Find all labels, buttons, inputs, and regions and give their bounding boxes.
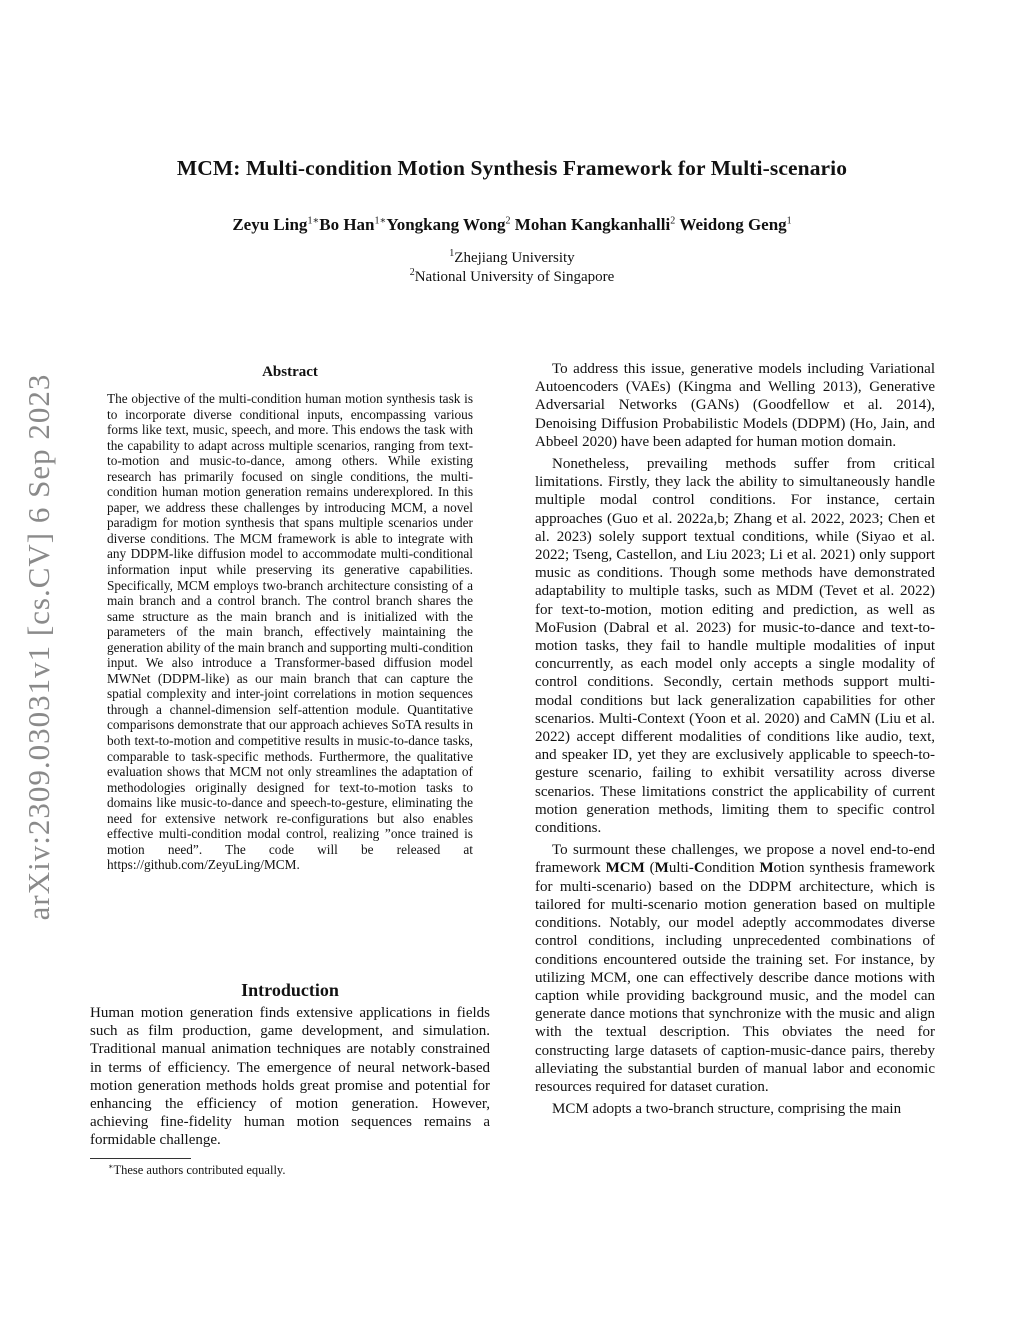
footnote-text: These authors contributed equally. <box>113 1163 286 1178</box>
arxiv-stamp <box>14 365 64 930</box>
author-list <box>0 215 1024 235</box>
author-name: Weidong Geng <box>679 215 787 234</box>
right-column <box>535 360 935 1122</box>
paragraph: To address this issue, generative models including Variational Autoencoders (VAEs) (Kingma and Welling 2013), Generative Adversarial Networks (GANs) (Goodfellow et al. 2014), Denoising Diffusion Probabilistic Models (DDPM) (Ho, Jain, and Abbeel 2020) have been adapted for human motion domain. <box>535 361 935 450</box>
introduction-text: Human motion generation finds extensive applications in fields such as film production, game development, and simulation. Traditional manual animation techniques are notably constrained in terms of efficiency. The emergence of neural network-based motion generation methods holds great promise and potential for enhancing the efficiency of motion generation. However, achieving fine-fidelity human motion sequences remains a formidable challenge. <box>90 1005 490 1149</box>
affiliation <box>0 267 1024 286</box>
affiliation-mark: 1 <box>449 248 455 259</box>
affiliation-name: Zhejiang University <box>454 250 575 266</box>
introduction-heading: Introduction <box>241 980 339 1000</box>
author-mark: 1 <box>786 215 792 227</box>
paragraph <box>535 841 935 1096</box>
footnote <box>108 1162 286 1178</box>
framework-name: MCM <box>605 860 645 877</box>
author-mark: 1∗ <box>374 215 387 227</box>
affiliation-name: National University of Singapore <box>414 269 615 285</box>
author-name: Bo Han <box>319 215 375 234</box>
author-mark: 2 <box>670 215 676 227</box>
paragraph-text: ( <box>644 860 655 877</box>
paragraph: Nonetheless, prevailing methods suffer from critical limitations. Firstly, they lack the ability to simultaneously handle multiple modal control conditions. For instance, certain approaches (Guo et al. 2022a,b; Zhang et al. 2022, 2023; Chen et al. 2023) solely support textual conditions, while (Siyao et al. 2022; Tseng, Castellon, and Liu 2023; Li et al. 2021) only support music as conditions. Though some methods have demonstrated adaptability to multiple tasks, such as MDM (Tevet et al. 2022) for text-to-motion, motion editing and prediction, as well as MoFusion (Dabral et al. 2023) for music-to-dance and text-to-motion tasks, they fail to handle multiple modalities of input concurrently, as each model only accepts a single modality of control conditions. Secondly, certain methods support multi-modal conditions but lack generalization capabilities for other scenarios. Multi-Context (Yoon et al. 2020) and CaMN (Liu et al. 2022) accept different modalities of conditions like audio, text, and speaker ID, yet they are exclusively applicable to speech-to-gesture scenario, failing to exhibit versatility across diverse scenarios. These limitations constrict the applicability of current motion generation methods, limiting them to specific control conditions. <box>535 456 935 837</box>
paper-title: MCM: Multi-condition Motion Synthesis Framework for Multi-scenario <box>176 156 848 180</box>
paragraph-text: otion synthesis framework for multi-scenario) based on the DDPM architecture, which is tailored for multi-scenario motion generation based on multiple conditions. Notably, our model adeptly accommodates diverse control conditions, including unprecedented combinations of conditions encountered outside the training set. For instance, by utilizing MCM, one can effectively describe dance motions with caption while providing background music, and the model can generate dance motions that synchronize with the music and align with the textual description. This obviates the need for constructing large datasets of caption-music-dance pairs, thereby alleviating the substantial burden of manual labor and economic resources required for dataset curation. <box>535 860 935 1095</box>
acronym-letter: C <box>693 860 705 877</box>
paragraph-text: ulti- <box>668 860 694 877</box>
paragraph: MCM adopts a two-branch structure, comprising the main <box>552 1101 902 1118</box>
author-name: Mohan Kangkanhalli <box>514 215 671 234</box>
affiliation <box>0 248 1024 267</box>
author-name: Zeyu Ling <box>232 215 308 234</box>
acronym-letter: M <box>654 860 669 877</box>
author-name: Yongkang Wong <box>386 215 506 234</box>
affiliation-mark: 2 <box>409 267 415 278</box>
paragraph-text: To surmount these challenges, we propose a novel end-to-end framework <box>535 842 935 877</box>
abstract-text: The objective of the multi-condition human motion synthesis task is to incorporate diverse conditional inputs, encompassing various forms like text, music, speech, and more. This endows the task with the capability to adapt across multiple scenarios, ranging from text-to-motion and music-to-dance, among others. While existing research has primarily focused on single conditions, the multi-condition human motion generation remains underexplored. In this paper, we address these challenges by introducing MCM, a novel paradigm for motion synthesis that spans multiple scenarios under diverse conditions. The MCM framework is able to integrate with any DDPM-like diffusion model to accommodate multi-conditional information input while preserving its generative capabilities. Specifically, MCM employs two-branch architecture consisting of a main branch and a control branch. The control branch shares the same structure as the main branch and is initialized with the parameters of the main branch, effectively maintaining the generation ability of the main branch and supporting multi-condition input. We also introduce a Transformer-based diffusion model MWNet (DDPM-like) as our main branch that can capture the spatial complexity and inter-joint correlations in motion sequences through a channel-dimension self-attention module. Quantitative comparisons demonstrate that our approach achieves SoTA results in both text-to-motion and competitive results in music-to-dance tasks, comparable to task-specific methods. Furthermore, the qualitative evaluation shows that MCM not only streamlines the adaptation of methodologies originally designed for text-to-motion tasks to domains like music-to-dance and speech-to-gesture, eliminating the need for extensive network re-configurations but also enables effective multi-condition modal control, realizing ”once trained is motion need”. The code will be released at https://github.com/ZeyuLing/MCM. <box>107 391 473 873</box>
arxiv-id: arXiv:2309.03031v1 [cs.CV] 6 Sep 2023 <box>21 373 56 921</box>
footnote-rule <box>90 1158 191 1159</box>
author-mark: 1∗ <box>307 215 320 227</box>
footnote-mark: ∗ <box>108 1162 114 1171</box>
abstract-heading: Abstract <box>262 364 318 380</box>
acronym-letter: M <box>759 860 774 877</box>
author-mark: 2 <box>505 215 511 227</box>
paragraph-text: ondition <box>704 860 760 877</box>
